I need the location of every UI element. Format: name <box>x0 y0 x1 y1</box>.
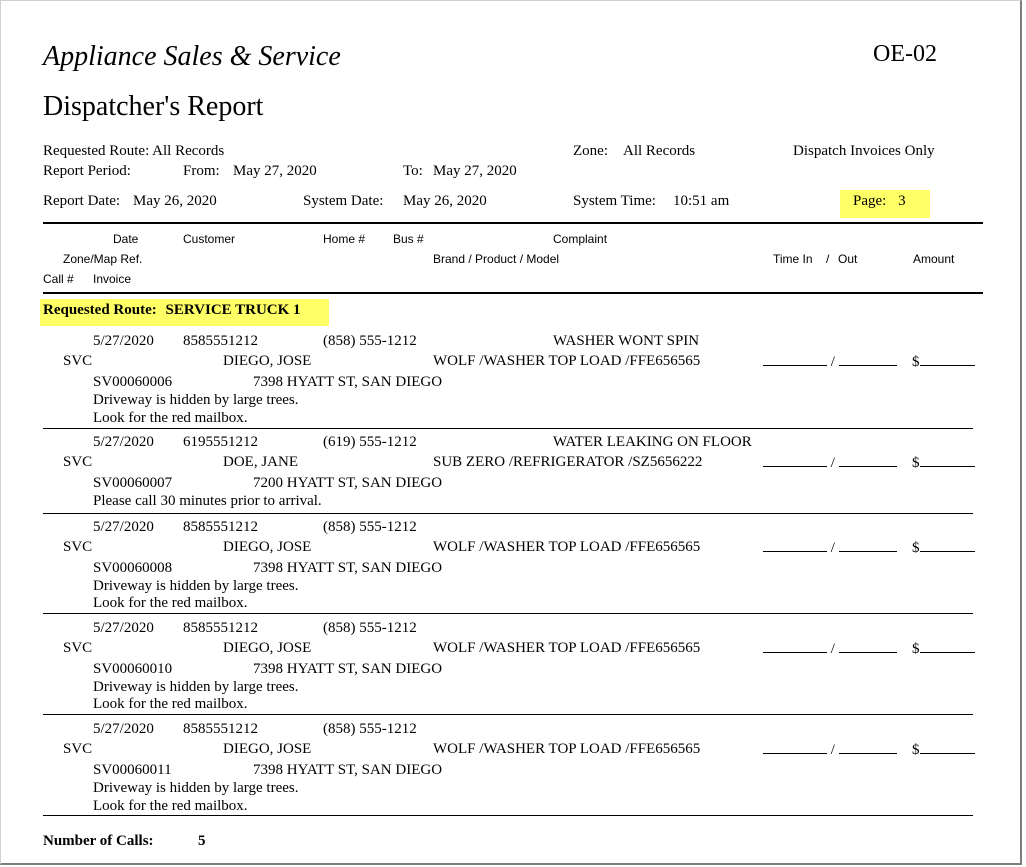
col-zone-map: Zone/Map Ref. <box>63 252 143 266</box>
col-time-slash: / <box>826 252 830 266</box>
record-date: 5/27/2020 <box>93 721 154 737</box>
time-slash: / <box>830 455 835 471</box>
from-label: From: <box>183 163 220 179</box>
time-out-blank[interactable] <box>839 454 897 467</box>
time-in-blank[interactable] <box>763 454 827 467</box>
record-home: (858) 555-1212 <box>323 721 417 737</box>
record-address: 7398 HYATT ST, SAN DIEGO <box>253 762 443 778</box>
record-note: Driveway is hidden by large trees. <box>93 578 299 594</box>
dollar-sign: $ <box>912 540 920 556</box>
report-period-label: Report Period: <box>43 163 131 179</box>
time-out-blank[interactable] <box>839 353 897 366</box>
col-home: Home # <box>323 232 366 246</box>
record-phone: 8585551212 <box>183 721 258 737</box>
record-note: Driveway is hidden by large trees. <box>93 679 299 695</box>
record-zone: SVC <box>63 539 93 555</box>
col-brand: Brand / Product / Model <box>433 252 560 266</box>
record-zone: SVC <box>63 353 93 369</box>
record-note: Please call 30 minutes prior to arrival. <box>93 493 322 509</box>
zone-value: All Records <box>623 143 696 159</box>
page-label: Page: <box>853 193 887 209</box>
record-customer: DIEGO, JOSE <box>223 353 312 369</box>
amount-blank-field <box>912 539 975 557</box>
company-name: Appliance Sales & Service <box>43 41 341 72</box>
to-value: May 27, 2020 <box>433 163 517 179</box>
record-note: Look for the red mailbox. <box>93 696 248 712</box>
record-phone: 8585551212 <box>183 333 258 349</box>
page-value: 3 <box>898 193 906 209</box>
record-address: 7200 HYATT ST, SAN DIEGO <box>253 475 443 491</box>
header-rule-top <box>43 222 983 224</box>
time-out-blank[interactable] <box>839 741 897 754</box>
record-divider <box>43 428 973 429</box>
route-group-value: SERVICE TRUCK 1 <box>165 302 301 318</box>
header-rule-bottom <box>43 292 983 294</box>
record-phone: 6195551212 <box>183 434 258 450</box>
record-brand: WOLF /WASHER TOP LOAD /FFE656565 <box>433 353 701 369</box>
record-divider <box>43 513 973 514</box>
col-out: Out <box>838 252 858 266</box>
record-invoice: SV00060006 <box>93 374 173 390</box>
col-call: Call # <box>43 272 74 286</box>
amount-blank[interactable] <box>920 539 975 552</box>
route-group-header <box>40 299 329 326</box>
record-date: 5/27/2020 <box>93 519 154 535</box>
number-of-calls-label: Number of Calls: <box>43 833 154 849</box>
route-group-label: Requested Route: <box>43 302 157 318</box>
record-zone: SVC <box>63 454 93 470</box>
time-in-blank[interactable] <box>763 539 827 552</box>
requested-route-label: Requested Route: <box>43 143 150 159</box>
time-out-blank[interactable] <box>839 640 897 653</box>
record-home: (858) 555-1212 <box>323 333 417 349</box>
col-invoice: Invoice <box>93 272 132 286</box>
system-date-label: System Date: <box>303 193 384 209</box>
time-in-out-blanks <box>763 454 897 472</box>
record-home: (858) 555-1212 <box>323 620 417 636</box>
time-in-out-blanks <box>763 640 897 658</box>
col-time-in: Time In <box>773 252 813 266</box>
time-in-out-blanks <box>763 741 897 759</box>
record-customer: DIEGO, JOSE <box>223 539 312 555</box>
requested-route-meta <box>43 143 224 160</box>
report-code: OE-02 <box>873 41 937 67</box>
amount-blank-field <box>912 353 975 371</box>
page-number-badge <box>840 190 930 218</box>
amount-blank[interactable] <box>920 640 975 653</box>
dollar-sign: $ <box>912 742 920 758</box>
requested-route-value: All Records <box>152 143 225 159</box>
time-slash: / <box>830 641 835 657</box>
time-in-out-blanks <box>763 539 897 557</box>
record-phone: 8585551212 <box>183 620 258 636</box>
time-in-blank[interactable] <box>763 353 827 366</box>
record-invoice: SV00060011 <box>93 762 172 778</box>
dollar-sign: $ <box>912 455 920 471</box>
record-divider <box>43 714 973 715</box>
from-value: May 27, 2020 <box>233 163 317 179</box>
record-invoice: SV00060008 <box>93 560 173 576</box>
system-time-value: 10:51 am <box>673 193 730 209</box>
record-complaint: WASHER WONT SPIN <box>553 333 700 349</box>
record-note: Driveway is hidden by large trees. <box>93 780 299 796</box>
report-title: Dispatcher's Report <box>43 91 264 122</box>
zone-label: Zone: <box>573 143 608 159</box>
amount-blank[interactable] <box>920 454 975 467</box>
amount-blank-field <box>912 640 975 658</box>
record-home: (619) 555-1212 <box>323 434 417 450</box>
record-complaint: WATER LEAKING ON FLOOR <box>553 434 752 450</box>
col-date: Date <box>113 232 139 246</box>
time-in-blank[interactable] <box>763 741 827 754</box>
col-customer: Customer <box>183 232 236 246</box>
record-divider <box>43 613 973 614</box>
record-address: 7398 HYATT ST, SAN DIEGO <box>253 661 443 677</box>
time-in-out-blanks <box>763 353 897 371</box>
record-address: 7398 HYATT ST, SAN DIEGO <box>253 560 443 576</box>
report-date-label: Report Date: <box>43 193 121 209</box>
time-slash: / <box>830 354 835 370</box>
amount-blank-field <box>912 741 975 759</box>
record-brand: WOLF /WASHER TOP LOAD /FFE656565 <box>433 640 701 656</box>
amount-blank[interactable] <box>920 353 975 366</box>
record-customer: DOE, JANE <box>223 454 298 470</box>
record-brand: WOLF /WASHER TOP LOAD /FFE656565 <box>433 741 701 757</box>
record-date: 5/27/2020 <box>93 333 154 349</box>
record-note: Look for the red mailbox. <box>93 595 248 611</box>
record-divider <box>43 815 973 816</box>
record-brand: WOLF /WASHER TOP LOAD /FFE656565 <box>433 539 701 555</box>
col-amount: Amount <box>913 252 955 266</box>
system-date-value: May 26, 2020 <box>403 193 487 209</box>
dollar-sign: $ <box>912 354 920 370</box>
col-complaint: Complaint <box>553 232 608 246</box>
record-customer: DIEGO, JOSE <box>223 741 312 757</box>
record-date: 5/27/2020 <box>93 620 154 636</box>
record-note: Look for the red mailbox. <box>93 410 248 426</box>
record-customer: DIEGO, JOSE <box>223 640 312 656</box>
time-slash: / <box>830 540 835 556</box>
report-date-value: May 26, 2020 <box>133 193 217 209</box>
to-label: To: <box>403 163 423 179</box>
record-home: (858) 555-1212 <box>323 519 417 535</box>
record-zone: SVC <box>63 741 93 757</box>
amount-blank-field <box>912 454 975 472</box>
record-zone: SVC <box>63 640 93 656</box>
record-invoice: SV00060007 <box>93 475 173 491</box>
record-note: Driveway is hidden by large trees. <box>93 392 299 408</box>
record-invoice: SV00060010 <box>93 661 173 677</box>
record-brand: SUB ZERO /REFRIGERATOR /SZ5656222 <box>433 454 703 470</box>
system-time-label: System Time: <box>573 193 656 209</box>
record-address: 7398 HYATT ST, SAN DIEGO <box>253 374 443 390</box>
number-of-calls-value: 5 <box>198 833 206 849</box>
col-bus: Bus # <box>393 232 424 246</box>
record-date: 5/27/2020 <box>93 434 154 450</box>
record-note: Look for the red mailbox. <box>93 798 248 814</box>
dispatch-note: Dispatch Invoices Only <box>793 143 935 159</box>
record-phone: 8585551212 <box>183 519 258 535</box>
time-out-blank[interactable] <box>839 539 897 552</box>
time-slash: / <box>830 742 835 758</box>
amount-blank[interactable] <box>920 741 975 754</box>
dollar-sign: $ <box>912 641 920 657</box>
time-in-blank[interactable] <box>763 640 827 653</box>
